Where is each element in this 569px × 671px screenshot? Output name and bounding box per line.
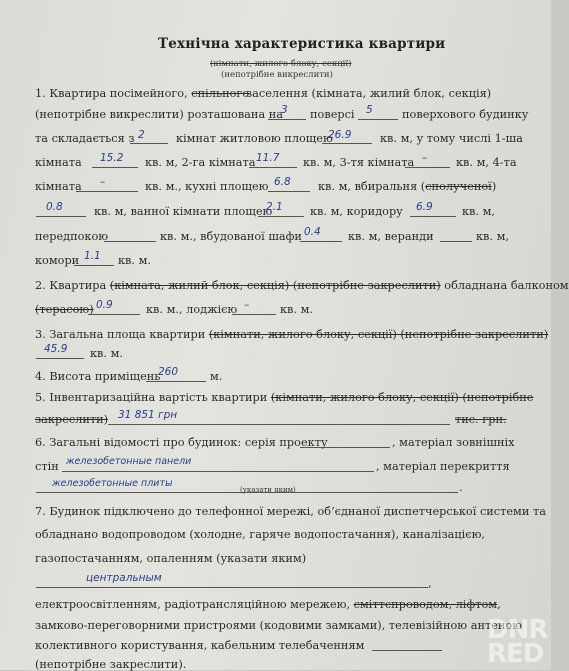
p1-line2-a: (непотрібне викреслити) розташована на [35,108,284,121]
underline [92,167,138,168]
p1-line4-a: кімната [35,156,82,169]
underline [146,381,206,382]
p7-line4-end: , [428,577,432,590]
handwritten-storage: 1.1 [84,250,101,262]
underline [108,424,450,425]
p2-terrace-struck: (терасою) [35,303,94,316]
p1-line5-c: кв. м, вбиральня (сполученої) [318,180,497,193]
subtitle-struck: (кімнати, жилого блоку, секції) [210,59,352,69]
handwritten-corridor: 6.9 [416,201,433,213]
p1-line4-b: кв. м, 2-га кімната [145,156,256,169]
p5-line1: 5. Інвентаризаційна вартість квартири (кімнати, жилого блоку, секції) (непотрібне [35,391,534,404]
p1-line5-b: кв. м., кухні площею [145,180,269,193]
underline [88,314,140,315]
p1-line8-b: кв. м. [118,254,151,267]
handwritten-room4: – [100,176,106,188]
underline [36,358,84,359]
underline [104,241,156,242]
p4-unit: м. [210,370,223,383]
underline [268,191,310,192]
p6-line1-a: 6. Загальні відомості про будинок: серія проекту [35,436,328,449]
handwritten-total-area: 45.9 [44,343,68,355]
underline [322,143,372,144]
underline [300,241,342,242]
underline [358,119,398,120]
p1-line1-b: заселення (кімната, жилий блок, секція) [246,87,492,100]
p1-line7-b: кв. м., вбудованої шафи [160,230,302,243]
p7-line6: замково-переговорними пристроями (кодовими замками), телевізійною антеною [35,619,523,632]
p6-end: . [459,481,463,494]
p1-line4-c: кв. м, 3-тя кімната [303,156,415,169]
p6-line2-a: стін [35,460,59,473]
p5-unit-struck: тис. грн. [455,413,507,426]
handwritten-floor: 3 [281,104,288,116]
p7-line8: (непотрібне закреслити). [35,658,187,671]
handwritten-loggia: – [244,299,250,311]
handwritten-floors: железобетонные плиты [52,478,173,489]
handwritten-closet: 0.4 [304,226,321,238]
underline [130,143,168,144]
underline [405,167,450,168]
p5-struck: закреслити) [35,413,109,426]
p4-line: 4. Висота приміщень [35,370,161,383]
underline [76,191,138,192]
p7-line3: газопостачанням, опаленням (указати яким) [35,552,307,565]
p6-line1-b: , матеріал зовнішніх [392,436,515,449]
underline [62,471,374,472]
p1-line6-b: кв. м, ванної кімнати площею [94,205,273,218]
p1-line7-c: кв. м, веранди [348,230,434,243]
p1-line2-c: поверхового будинку [402,108,529,121]
handwritten-room1: 15.2 [100,152,124,164]
handwritten-rooms: 2 [138,129,145,141]
p1-line1-a: 1. Квартира посімейного, спільного [35,87,250,100]
p1-line6-c: кв. м, коридору [310,205,403,218]
handwritten-walls: железобетонные панели [66,456,192,467]
p6-line2-b: , матеріал перекриття [376,460,510,473]
p6-note: (указати яким) [240,486,296,494]
p3-line2-b: кв. м. [90,347,123,360]
handwritten-bath: 2.1 [266,201,283,213]
handwritten-living-area: 26.9 [328,129,352,141]
page-title: Технічна характеристика квартири [158,36,446,52]
p1-line7-a: передпокою [35,230,109,243]
p1-line3-b: кімнат житловою площею [176,132,333,145]
p3-line1: 3. Загальна площа квартири (кімнати, жилого блоку, секції) (непотрібне закреслити) [35,328,549,341]
handwritten-toilet: 0.8 [46,201,63,213]
handwritten-height: 260 [158,366,179,378]
handwritten-room2: 11.7 [256,152,280,164]
underline [440,241,472,242]
underline [410,216,456,217]
p7-line7: колективного користування, кабельним телебаченням [35,639,365,652]
p2-line2-c: кв. м. [280,303,313,316]
p1-line2-b: поверсі [310,108,355,121]
p1-line8-a: комори [35,254,80,267]
p1-line7-d: кв. м, [476,230,509,243]
handwritten-floors-total: 5 [366,104,373,116]
underline [300,447,390,448]
handwritten-heating: центральным [86,572,162,584]
underline [258,216,304,217]
p1-line6-d: кв. м, [462,205,495,218]
p1-line4-d: кв. м, 4-та [456,156,517,169]
handwritten-kitchen: 6.8 [274,176,291,188]
p2-line2-b: кв. м., лоджією [146,303,238,316]
underline [232,314,276,315]
underline [249,167,297,168]
underline [268,119,306,120]
p2-line1: 2. Квартира (кімната, жилий блок, секція) (непотрібне закреслити) обладнана балконом [35,279,569,292]
underline [372,650,442,651]
p1-line5-a: кімната [35,180,82,193]
p1-line3-c: кв. м, у тому числі 1-ша [380,132,523,145]
p1-line3-a: та складається з [35,132,135,145]
p7-line1: 7. Будинок підключено до телефонної мережі, об’єднаної диспетчерської системи та [35,505,546,518]
subtitle-note: (непотрібне викреслити) [221,70,333,80]
handwritten-value: 31 851 грн [118,409,178,421]
p7-line2: обладнано водопроводом (холодне, гаряче водопостачання), каналізацією, [35,528,486,541]
underline [36,587,428,588]
underline [36,216,86,217]
underline [74,265,114,266]
watermark-logo: DNR RED [487,615,548,669]
handwritten-balcony: 0.9 [96,299,113,311]
p7-line5: електроосвітленням, радіотрансляційною мережею, сміттєпроводом, ліфтом, [35,598,501,611]
handwritten-room3: – [422,152,428,164]
